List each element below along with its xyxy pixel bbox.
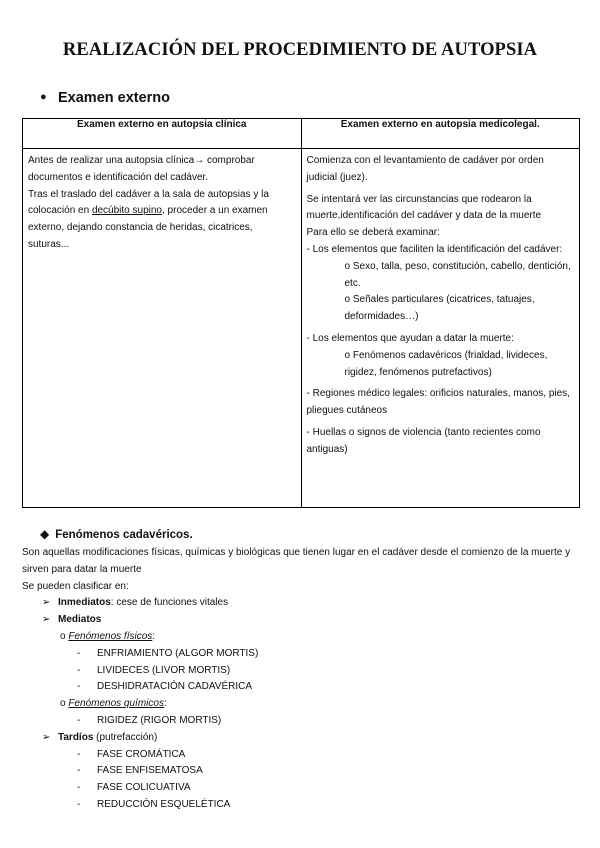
list-item-mediatos: [22, 612, 582, 629]
item-label: Tardíos: [58, 731, 94, 743]
o-marker: o: [60, 630, 66, 642]
dash: -: [77, 765, 81, 777]
colon: :: [163, 698, 167, 710]
section-heading-label: Fenómenos cadavéricos.: [55, 529, 193, 541]
item-label: Fenómenos químicos: [68, 698, 164, 710]
item-text: FASE CROMÁTICA: [97, 748, 186, 760]
item-text: LIVIDECES (LIVOR MORTIS): [97, 664, 231, 676]
list-item: [22, 780, 582, 797]
list-item-fisicos: [22, 629, 582, 646]
list-item: [22, 747, 582, 764]
item-text: FASE COLICUATIVA: [97, 782, 191, 794]
medicolegal-subitem: o Fenómenos cadavéricos (frialdad, livideces, rigidez, fenómenos putrefactivos): [344, 349, 548, 378]
table-cell-medicolegal: [301, 149, 580, 508]
o-marker: o: [60, 698, 66, 710]
list-item: [22, 763, 582, 780]
medicolegal-item-identificacion: - Los elementos que faciliten la identificación del cadáver:: [306, 243, 563, 255]
clinica-text: Tras el traslado del cadáver a la sala de autopsias y la colocación en: [28, 188, 269, 217]
item-text: FASE ENFISEMATOSA: [97, 765, 203, 777]
arrow-icon: ➢: [42, 614, 51, 626]
list-item-tardios: [22, 730, 582, 747]
colon: :: [152, 630, 156, 642]
list-item: [22, 797, 582, 814]
dash: -: [77, 664, 81, 676]
item-text: REDUCCIÓN ESQUELÉTICA: [97, 798, 231, 810]
dash: -: [77, 748, 81, 760]
clinica-paragraph-1: Antes de realizar una autopsia clínica→ comprobar documentos e identificación del cadáver.: [28, 155, 255, 183]
list-item-inmediatos: [22, 595, 582, 612]
item-text: RIGIDEZ (RIGOR MORTIS): [97, 714, 222, 726]
item-text: ENFRIAMIENTO (ALGOR MORTIS): [97, 647, 259, 659]
comparison-table: [22, 118, 580, 508]
section-heading-examen-externo: [40, 90, 170, 106]
page-title: REALIZACIÓN DEL PROCEDIMIENTO DE AUTOPSIA: [62, 40, 538, 60]
dash: -: [77, 714, 81, 726]
medicolegal-subitem: o Señales particulares (cicatrices, tatuajes, deformidades…): [344, 294, 535, 323]
medicolegal-paragraph-2: Se intentará ver las circunstancias que rodearon la muerte,identificación del cadáver y data de la muerte: [306, 193, 542, 222]
table-header-medicolegal: Examen externo en autopsia medicolegal.: [301, 119, 580, 149]
table-cell-clinica: [23, 149, 302, 508]
medicolegal-item-datar: - Los elementos que ayudan a datar la muerte:: [306, 332, 514, 344]
item-text: : cese de funciones vitales: [110, 597, 229, 609]
fenomenos-body: [22, 545, 582, 814]
classify-line: Se pueden clasificar en:: [22, 580, 129, 592]
item-label: Fenómenos físicos: [68, 630, 153, 642]
section-heading-label: Examen externo: [58, 90, 171, 106]
section-heading-fenomenos: [40, 527, 193, 541]
list-item: [22, 646, 582, 663]
list-item: [22, 663, 582, 680]
medicolegal-paragraph-3: Para ello se deberá examinar:: [306, 227, 440, 239]
list-item: [22, 713, 582, 730]
diamond-bullet-icon: ◆: [40, 527, 50, 541]
list-item: [22, 679, 582, 696]
medicolegal-item-regiones: - Regiones médico legales: orificios naturales, manos, pies, pliegues cutáneos: [306, 388, 570, 417]
arrow-icon: ➢: [42, 597, 51, 609]
medicolegal-item-huellas: - Huellas o signos de violencia (tanto recientes como antiguas): [306, 426, 541, 455]
clinica-text-after: , proceder a un examen externo, dejando constancia de heridas, cicatrices, suturas...: [28, 205, 268, 250]
medicolegal-paragraph-1: Comienza con el levantamiento de cadáver por orden judicial (juez).: [306, 155, 544, 183]
item-label: Inmediatos: [58, 597, 111, 609]
item-text: DESHIDRATACIÓN CADAVÉRICA: [97, 681, 253, 693]
arrow-icon: ➢: [42, 731, 51, 743]
table-header-clinica: Examen externo en autopsia clínica: [23, 119, 302, 149]
item-text: (putrefacción): [93, 731, 158, 743]
dash: -: [77, 798, 81, 810]
dash: -: [77, 782, 81, 794]
list-item-quimicos: [22, 696, 582, 713]
clinica-paragraph-2: [28, 187, 296, 254]
intro-paragraph: Son aquellas modificaciones físicas, químicas y biológicas que tienen lugar en el cadáver desde el comienzo de la muerte y sirven para datar la muerte: [22, 547, 571, 575]
medicolegal-subitem: o Sexo, talla, peso, constitución, cabello, dentición, etc.: [344, 260, 571, 289]
item-label: Mediatos: [58, 614, 102, 626]
bullet-icon: ●: [40, 91, 47, 103]
underlined-term: decúbito supino: [91, 205, 162, 217]
dash: -: [77, 681, 81, 693]
dash: -: [77, 647, 81, 659]
